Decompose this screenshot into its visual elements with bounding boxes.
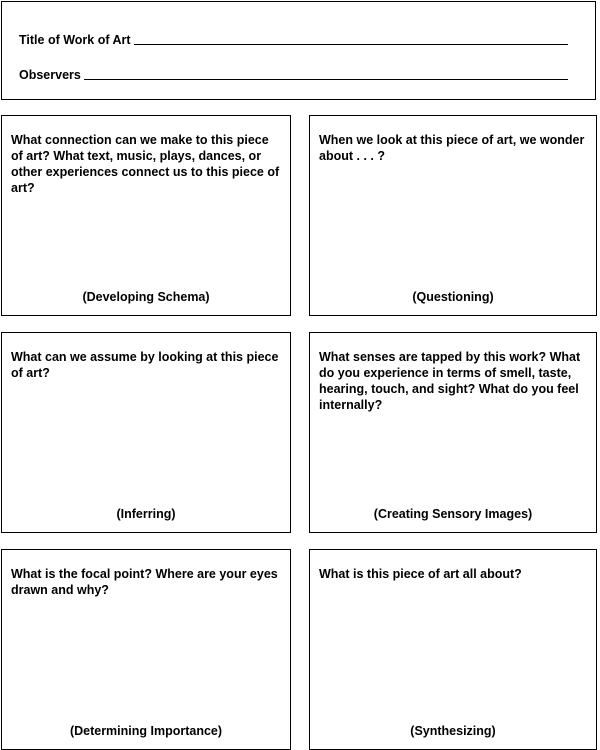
title-field-row bbox=[19, 33, 568, 47]
card-questioning bbox=[309, 115, 597, 316]
card-inferring bbox=[1, 332, 291, 533]
card-prompt: What can we assume by looking at this piece of art? bbox=[11, 350, 279, 380]
card-prompt: What connection can we make to this piece of art? What text, music, plays, dances, or other experiences connect us to this piece of art? bbox=[11, 133, 280, 195]
card-determining-importance bbox=[1, 549, 291, 750]
observers-label: Observers bbox=[19, 68, 81, 82]
card-prompt: What is the focal point? Where are your eyes drawn and why? bbox=[11, 567, 278, 597]
card-strategy-label: (Questioning) bbox=[412, 290, 494, 304]
header-box bbox=[1, 1, 596, 100]
card-developing-schema bbox=[1, 115, 291, 316]
card-prompt: What senses are tapped by this work? What do you experience in terms of smell, taste, hearing, touch, and sight? What do you feel internally? bbox=[319, 350, 581, 412]
observers-blank-line[interactable] bbox=[84, 79, 568, 80]
card-prompt: What is this piece of art all about? bbox=[319, 567, 522, 581]
card-synthesizing bbox=[309, 549, 597, 750]
card-strategy-label: (Inferring) bbox=[116, 507, 176, 521]
card-strategy-label: (Synthesizing) bbox=[410, 724, 496, 738]
card-strategy-label: (Determining Importance) bbox=[69, 724, 223, 738]
title-label: Title of Work of Art bbox=[19, 33, 131, 47]
title-blank-line[interactable] bbox=[134, 44, 568, 45]
card-creating-sensory-images bbox=[309, 332, 597, 533]
card-strategy-label: (Creating Sensory Images) bbox=[373, 507, 533, 521]
card-strategy-label: (Developing Schema) bbox=[82, 290, 210, 304]
card-prompt: When we look at this piece of art, we wonder about . . . ? bbox=[319, 133, 585, 163]
observers-field-row bbox=[19, 68, 568, 82]
